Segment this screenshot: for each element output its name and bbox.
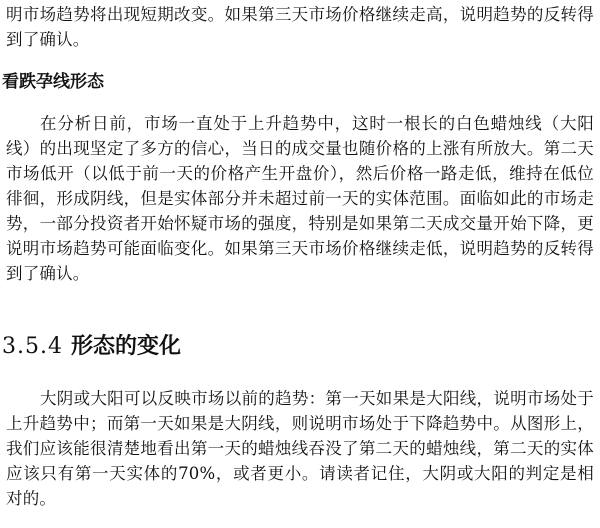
section-heading: [2, 330, 181, 363]
bearish-harami-paragraph: 在分析日前，市场一直处于上升趋势中，这时一根长的白色蜡烛线（大阳线）的出现坚定了多方的信心，当日的成交量也随价格的上涨有所放大。第二天市场低开（以低于前一天的价格产生开盘价），然后价格一路走低，维持在低位徘徊，形成阴线，但是实体部分并未超过前一天的实体范围。面临如此的市场走势，一部分投资者开始怀疑市场的强度，特别是如果第二天成交量开始下降，更说明市场趋势可能面临变化。如果第三天市场价格继续走低，说明趋势的反转得到了确认。: [6, 114, 594, 283]
pattern-change-paragraph: 大阴或大阳可以反映市场以前的趋势：第一天如果是大阳线，说明市场处于上升趋势中；而第一天如果是大阴线，则说明市场处于下降趋势中。从图形上，我们应该能很清楚地看出第一天的蜡烛线吞没了第二天的蜡烛线，第二天的实体应该只有第一天实体的70%，或者更小。请读者记住，大阴或大阳的判定是相对的。: [6, 389, 594, 508]
intro-continuation-paragraph: 明市场趋势将出现短期改变。如果第三天市场价格继续走高，说明趋势的反转得到了确认。: [6, 5, 594, 49]
section-number: 3.5.4: [2, 334, 63, 359]
section-title: 形态的变化: [70, 334, 181, 359]
bearish-harami-heading: 看跌孕线形态: [2, 72, 104, 92]
